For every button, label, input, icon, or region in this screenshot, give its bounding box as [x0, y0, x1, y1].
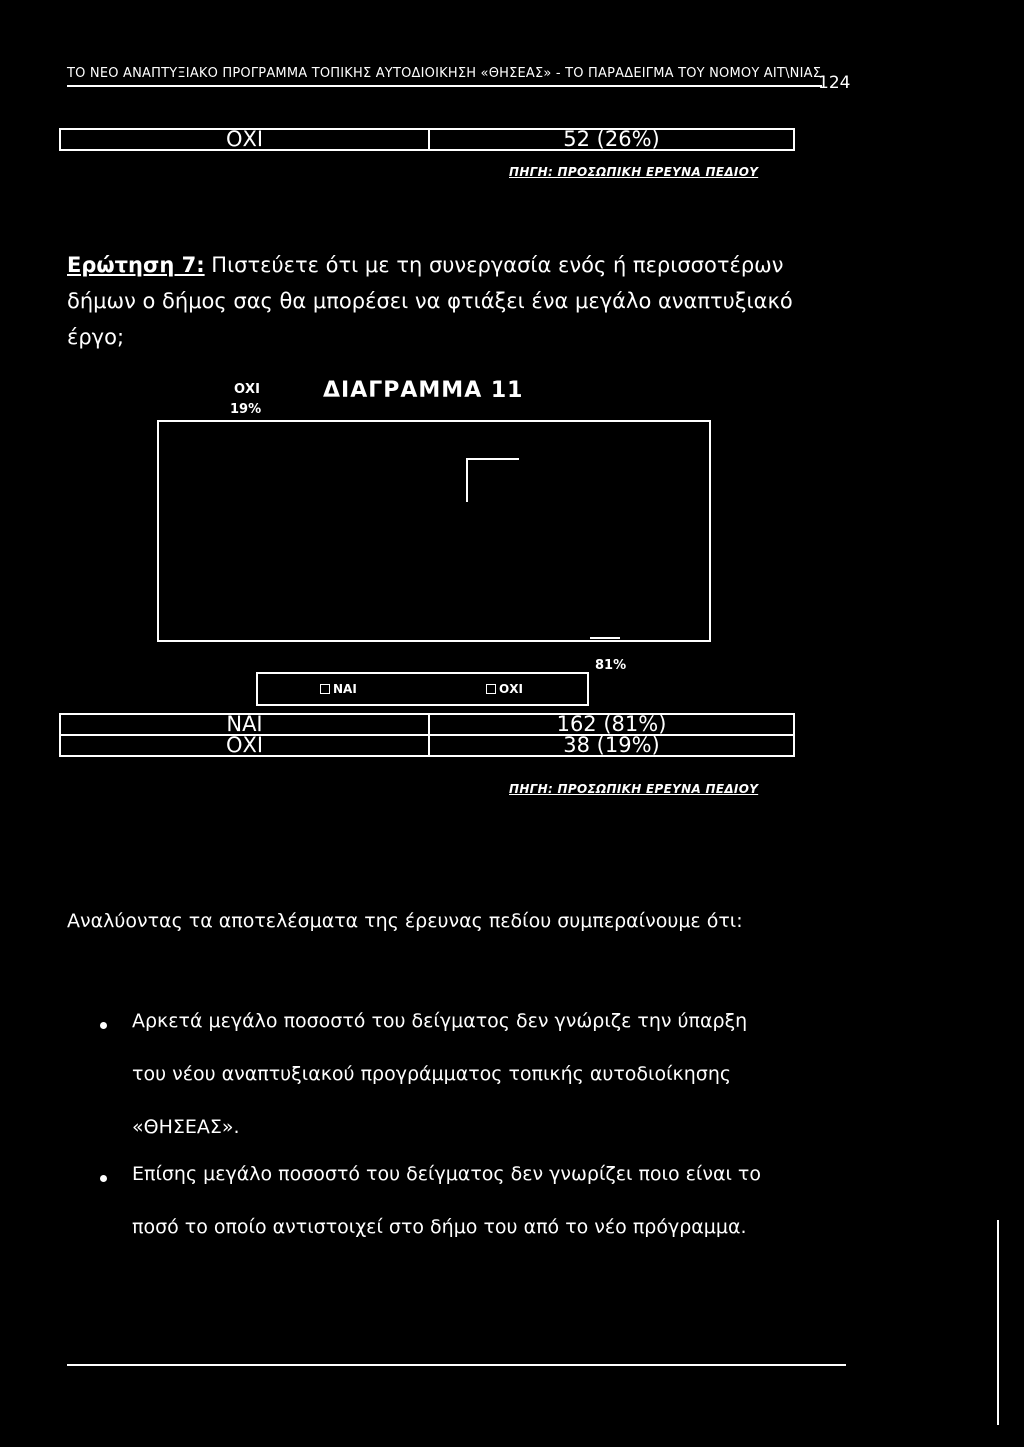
slice-label-nai-pct: 81% — [595, 658, 627, 673]
bullet-1-line-1: Αρκετά μεγάλο ποσοστό του δείγματος δεν γνώριζε την ύπαρξη — [132, 1010, 748, 1032]
row-label: ΟΧΙ — [60, 735, 429, 756]
chart-legend — [256, 672, 589, 706]
question-7 — [67, 247, 827, 355]
analysis-intro: Αναλύοντας τα αποτελέσματα της έρευνας πεδίου συμπεραίνουμε ότι: — [67, 910, 743, 932]
bullet-1-line-2: του νέου αναπτυξιακού προγράμματος τοπικής αυτοδιοίκησης — [132, 1063, 732, 1085]
row-label: ΝΑΙ — [60, 714, 429, 735]
prev-table-source: ΠΗΓΗ: ΠΡΟΣΩΠΙΚΗ ΕΡΕΥΝΑ ΠΕΔΙΟΥ — [509, 165, 759, 179]
bullet-1-line-3: «ΘΗΣΕΑΣ». — [132, 1116, 240, 1138]
question-text: Πιστεύετε ότι με τη συνεργασία ενός ή περισσοτέρων δήμων ο δήμος σας θα μπορέσει να φτιάξει ένα μεγάλο αναπτυξιακό έργο; — [67, 253, 793, 349]
bullet-2-line-2: ποσό το οποίο αντιστοιχεί στο δήμο του από το νέο πρόγραμμα. — [132, 1216, 747, 1238]
slice-label-oxi-pct: 19% — [230, 402, 262, 417]
table-row — [60, 129, 794, 150]
legend-swatch-nai — [320, 684, 330, 694]
row-value: 162 (81%) — [429, 714, 794, 735]
page-number: 124 — [818, 73, 851, 93]
row-value: 38 (19%) — [429, 735, 794, 756]
legend-item-nai — [320, 682, 357, 696]
running-header: ΤΟ ΝΕΟ ΑΝΑΠΤΥΞΙΑΚΟ ΠΡΟΓΡΑΜΜΑ ΤΟΠΙΚΗΣ ΑΥΤΟΔΙΟΙΚΗΣΗ «ΘΗΣΕΑΣ» - ΤΟ ΠΑΡΑΔΕΙΓΜΑ ΤΟΥ ΝΟΜΟΥ ΑΙΤ\ΝΙΑΣ — [67, 66, 822, 81]
row-value: 52 (26%) — [429, 129, 794, 150]
chart-tick — [590, 637, 620, 639]
slice-label-oxi-name: ΟΧΙ — [234, 382, 260, 397]
legend-item-oxi — [486, 682, 523, 696]
pie-leader-line — [467, 459, 519, 502]
legend-label-oxi: ΟΧΙ — [499, 682, 523, 696]
row-label: ΟΧΙ — [60, 129, 429, 150]
legend-label-nai: ΝΑΙ — [333, 682, 357, 696]
table-row — [60, 714, 794, 735]
chart-title: ΔΙΑΓΡΑΜΜΑ 11 — [323, 378, 524, 403]
pie-chart — [159, 422, 709, 640]
margin-bar — [997, 1220, 999, 1425]
bullet-icon — [100, 1175, 107, 1182]
table-row — [60, 735, 794, 756]
prev-results-table — [59, 128, 795, 151]
results-table — [59, 713, 795, 757]
legend-swatch-oxi — [486, 684, 496, 694]
bullet-2-line-1: Επίσης μεγάλο ποσοστό του δείγματος δεν γνωρίζει ποιο είναι το — [132, 1163, 761, 1185]
footer-rule — [67, 1364, 846, 1366]
question-label: Ερώτηση 7: — [67, 253, 205, 277]
chart-area — [157, 420, 711, 642]
header-rule — [67, 85, 822, 87]
results-table-source: ΠΗΓΗ: ΠΡΟΣΩΠΙΚΗ ΕΡΕΥΝΑ ΠΕΔΙΟΥ — [509, 782, 759, 796]
bullet-icon — [100, 1022, 107, 1029]
